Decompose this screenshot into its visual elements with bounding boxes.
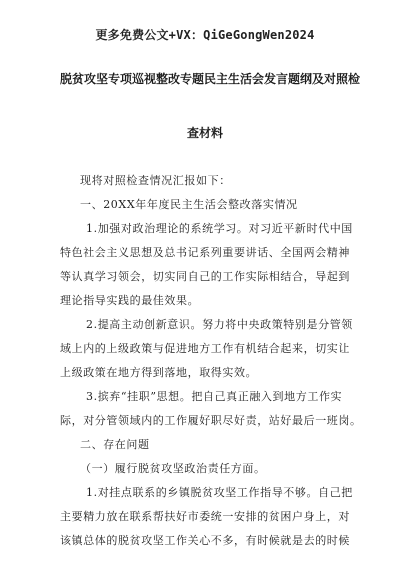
item-3-line-2: 际，对分管领域内的工作履好职尽好责，站好最后一班岗。 — [60, 414, 362, 427]
subsection-heading-1: （一）履行脱贫攻坚政治责任方面。 — [80, 462, 266, 475]
section-heading-2: 二、存在问题 — [80, 438, 150, 451]
item-1-line-2: 特色社会主义思想及总书记系列重要讲话、全国两会精神 — [60, 246, 350, 259]
item-1-line-1: 1.加强对政治理论的系统学习。对习近平新时代中国 — [86, 222, 353, 235]
document-title-line-1: 脱贫攻坚专项巡视整改专题民主生活会发言题纲及对照检 — [60, 72, 361, 86]
item-2-line-2: 域上内的上级政策与促进地方工作有机结合起来，切实让 — [60, 342, 350, 355]
problem-1-line-1: 1.对挂点联系的乡镇脱贫攻坚工作指导不够。自己把 — [86, 486, 353, 499]
item-2-line-1: 2.提高主动创新意识。努力将中央政策特别是分管领 — [86, 318, 353, 331]
item-1-line-4: 理论指导实践的最佳效果。 — [60, 294, 200, 307]
item-1-line-3: 等认真学习领会，切实同自己的工作实际相结合，导起到 — [60, 270, 350, 283]
section-heading-1: 一、20XX年年度民主生活会整改落实情况 — [80, 198, 298, 211]
problem-1-line-3: 该镇总体的脱贫攻坚工作关心不多，有时候就是去的时候 — [60, 534, 350, 547]
watermark-header: 更多免费公文+VX：QiGeGongWen2024 — [95, 28, 315, 42]
intro-paragraph: 现将对照检查情况汇报如下： — [80, 174, 231, 187]
document-title-line-2: 查材料 — [186, 126, 223, 140]
problem-1-line-2: 主要精力放在联系帮扶好市委统一安排的贫困户身上，对 — [60, 510, 350, 523]
item-2-line-3: 上级政策在地方得到落地，取得实效。 — [60, 366, 258, 379]
item-3-line-1: 3.摈弃“挂职”思想。把自己真正融入到地方工作实 — [86, 390, 343, 403]
